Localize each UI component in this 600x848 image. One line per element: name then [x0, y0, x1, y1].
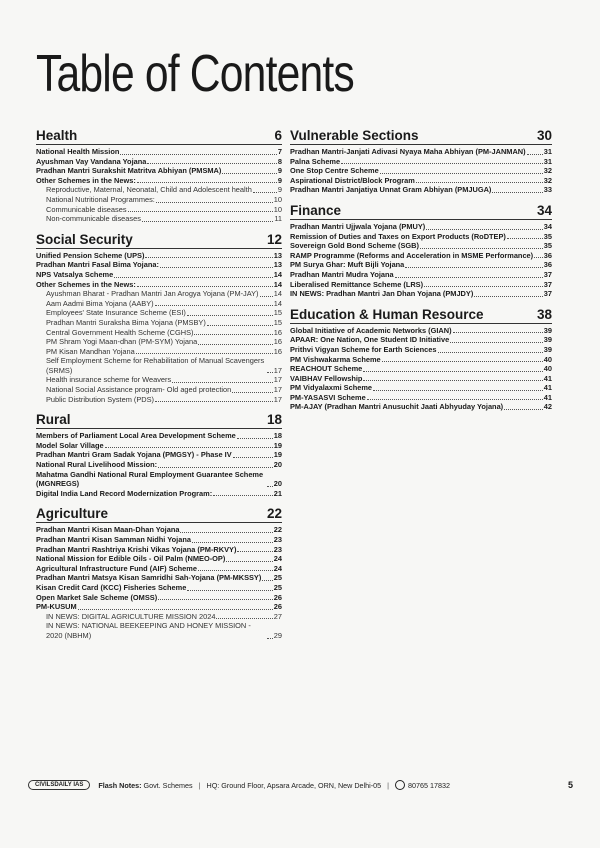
entry-page-number: 17	[273, 394, 282, 404]
entry-title: Unified Pension Scheme (UPS)	[36, 250, 145, 260]
entry-page-number: 36	[543, 260, 552, 270]
entry-page-number: 13	[273, 260, 282, 270]
entry-title: Public Distribution System (PDS)	[46, 394, 155, 404]
toc-entry[interactable]	[36, 337, 282, 347]
dot-leader	[78, 609, 273, 610]
entry-page-number: 17	[273, 375, 282, 385]
entry-page-number: 32	[543, 175, 552, 185]
dot-leader	[267, 638, 273, 639]
entry-page-number: 29	[273, 630, 282, 640]
entry-title: IN NEWS: DIGITAL AGRICULTURE MISSION 2024	[46, 611, 216, 621]
toc-entry[interactable]	[36, 573, 282, 583]
toc-right-column	[290, 128, 552, 420]
toc-entry[interactable]	[290, 364, 552, 374]
entry-page-number: 33	[543, 185, 552, 195]
entry-page-number: 41	[543, 373, 552, 383]
toc-entry[interactable]	[36, 157, 282, 167]
entry-title: Pradhan Mantri Suraksha Bima Yojana (PMSBY)	[46, 317, 206, 327]
toc-entry[interactable]	[36, 470, 282, 489]
entry-page-number: 19	[273, 450, 282, 460]
dot-leader	[114, 277, 273, 278]
entry-page-number: 42	[543, 402, 552, 412]
entry-title: Pradhan Mantri Mudra Yojana	[290, 269, 394, 279]
toc-entry[interactable]	[36, 545, 282, 555]
dot-leader	[198, 344, 273, 345]
toc-entry[interactable]	[36, 299, 282, 309]
entry-page-number: 35	[543, 231, 552, 241]
entry-page-number: 8	[277, 156, 282, 166]
entry-title: Pradhan Mantri Gram Sadak Yojana (PMGSY) - Phase IV	[36, 450, 232, 460]
entry-title: Pradhan Mantri Ujjwala Yojana (PMUY)	[290, 221, 426, 231]
toc-entry[interactable]	[290, 251, 552, 261]
entry-page-number: 15	[273, 317, 282, 327]
entry-page-number: 16	[273, 327, 282, 337]
page-footer	[28, 778, 552, 792]
dot-leader	[237, 438, 273, 439]
entry-page-number: 39	[543, 325, 552, 335]
footer-separator: |	[198, 780, 201, 790]
page-title: Table of Contents	[36, 45, 354, 103]
toc-entry[interactable]	[36, 535, 282, 545]
dot-leader	[232, 392, 272, 393]
entry-page-number: 26	[273, 602, 282, 612]
entry-title: IN NEWS: NATIONAL BEEKEEPING AND HONEY MISSION - 2020 (NBHM)	[46, 621, 251, 640]
toc-entry[interactable]	[36, 431, 282, 441]
entry-page-number: 31	[543, 156, 552, 166]
toc-entry[interactable]	[290, 157, 552, 167]
entry-title: Health insurance scheme for Weavers	[46, 375, 172, 385]
entry-title: Liberalised Remittance Scheme (LRS)	[290, 279, 424, 289]
entry-page-number: 41	[543, 383, 552, 393]
dot-leader	[453, 332, 543, 333]
entry-page-number: 20	[273, 479, 282, 489]
section-header[interactable]	[36, 232, 282, 249]
entry-page-number: 25	[273, 582, 282, 592]
toc-entry[interactable]	[36, 621, 282, 640]
section-title: Vulnerable Sections	[290, 128, 419, 143]
dot-leader	[534, 257, 543, 258]
dot-leader	[120, 154, 277, 155]
toc-entry[interactable]	[290, 383, 552, 393]
dot-leader	[367, 399, 543, 400]
entry-title: PM Shram Yogi Maan-dhan (PM-SYM) Yojana	[46, 337, 198, 347]
entry-title: Communicable diseases	[46, 204, 127, 214]
toc-section	[36, 128, 282, 224]
entry-title: Prithvi Vigyan Scheme for Earth Sciences	[290, 344, 437, 354]
dot-leader	[426, 229, 543, 230]
section-page-number: 12	[266, 231, 282, 247]
dot-leader	[137, 182, 277, 183]
toc-entry[interactable]	[36, 441, 282, 451]
entry-page-number: 22	[273, 525, 282, 535]
entry-page-number: 34	[543, 221, 552, 231]
entry-page-number: 16	[273, 346, 282, 356]
dot-leader	[395, 277, 543, 278]
entry-title: Model Solar Village	[36, 440, 104, 450]
dot-leader	[262, 580, 272, 581]
entry-page-number: 36	[543, 250, 552, 260]
toc-entry[interactable]	[36, 214, 282, 224]
entry-page-number: 37	[543, 289, 552, 299]
dot-leader	[405, 267, 542, 268]
entry-page-number: 23	[273, 535, 282, 544]
entry-title: NPS Vatsalya Scheme	[36, 269, 114, 279]
toc-entry[interactable]	[36, 185, 282, 195]
toc-entry[interactable]	[290, 147, 552, 157]
dot-leader	[474, 296, 542, 297]
entry-page-number: 25	[273, 573, 282, 583]
entry-title: PM-KUSUM	[36, 602, 77, 612]
entry-title: PM-AJAY (Pradhan Mantri Anusuchit Jaati Abhyuday Yojana)	[290, 402, 504, 412]
entry-title: PM Vishwakarma Scheme	[290, 354, 381, 364]
entry-title: Pradhan Mantri Matsya Kisan Samridhi Sah-Yojana (PM-MKSSY)	[36, 573, 262, 583]
section-page-number: 38	[536, 306, 552, 322]
entry-title: Reproductive, Maternal, Neonatal, Child and Adolescent health	[46, 185, 252, 195]
toc-entry[interactable]	[290, 335, 552, 345]
section-page-number: 6	[274, 128, 282, 143]
entry-title: RAMP Programme (Reforms and Acceleration in MSME Performance)	[290, 250, 534, 260]
toc-entry[interactable]	[36, 489, 282, 499]
dot-leader	[155, 401, 273, 402]
footer-separator: |	[387, 780, 389, 790]
toc-entry[interactable]	[290, 280, 552, 290]
entry-title: Ayushman Bharat - Pradhan Mantri Jan Arogya Yojana (PM-JAY)	[46, 289, 259, 299]
dot-leader	[507, 238, 543, 239]
dot-leader	[145, 257, 272, 258]
section-title: Rural	[36, 412, 71, 428]
footer-label: Flash Notes:	[98, 780, 142, 790]
entry-page-number: 21	[273, 488, 282, 498]
dot-leader	[136, 353, 273, 354]
entry-page-number: 9	[277, 185, 282, 195]
entry-title: IN NEWS: Pradhan Mantri Jan Dhan Yojana (PMJDY)	[290, 289, 474, 299]
dot-leader	[267, 486, 273, 487]
toc-entry[interactable]	[290, 232, 552, 242]
toc-entry[interactable]	[36, 593, 282, 603]
dot-leader	[194, 334, 272, 335]
entry-title: PM Kisan Mandhan Yojana	[46, 346, 135, 356]
entry-title: Pradhan Mantri Fasal Bima Yojana:	[36, 260, 159, 270]
toc-entry[interactable]	[36, 260, 282, 270]
dot-leader	[416, 182, 543, 183]
dot-leader	[267, 372, 273, 373]
dot-leader	[341, 163, 543, 164]
dot-leader	[222, 173, 277, 174]
toc-entry[interactable]	[36, 450, 282, 460]
toc-left-column	[36, 128, 282, 649]
entry-title: Open Market Sale Scheme (OMSS)	[36, 592, 158, 602]
dot-leader	[207, 325, 273, 326]
entry-title: Ayushman Vay Vandana Yojana	[36, 156, 147, 166]
dot-leader	[233, 457, 273, 458]
section-page-number: 30	[536, 128, 552, 143]
entry-page-number: 10	[273, 204, 282, 214]
dot-leader	[158, 599, 273, 600]
toc-entry[interactable]	[290, 345, 552, 355]
entry-title: PM Surya Ghar: Muft Bijli Yojana	[290, 260, 405, 270]
dot-leader	[226, 561, 272, 562]
dot-leader	[363, 371, 542, 372]
toc-entry[interactable]	[290, 241, 552, 251]
entry-title: Mahatma Gandhi National Rural Employment Guarantee Scheme (MGNREGS)	[36, 469, 264, 489]
section-title: Health	[36, 128, 78, 143]
section-page-number: 18	[266, 412, 282, 428]
entry-page-number: 24	[273, 554, 282, 564]
dot-leader	[363, 380, 542, 381]
dot-leader	[198, 570, 273, 571]
entry-title: Digital India Land Record Modernization Program:	[36, 488, 213, 498]
entry-page-number: 40	[543, 354, 552, 364]
dot-leader	[380, 173, 543, 174]
section-title: Education & Human Resource	[290, 306, 484, 322]
dot-leader	[128, 211, 273, 212]
entry-page-number: 24	[273, 563, 282, 573]
dot-leader	[527, 154, 543, 155]
entry-page-number: 39	[543, 344, 552, 354]
dot-leader	[253, 192, 277, 193]
entry-page-number: 27	[273, 611, 282, 621]
entry-page-number: 14	[273, 289, 282, 299]
entry-page-number: 10	[273, 194, 282, 204]
dot-leader	[504, 409, 543, 410]
toc-entry[interactable]	[36, 460, 282, 470]
toc-entry[interactable]	[36, 602, 282, 612]
toc-entry[interactable]	[290, 289, 552, 299]
entry-page-number: 7	[277, 147, 282, 156]
footer-address: HQ: Ground Floor, Apsara Arcade, ORN, New Delhi-05	[206, 780, 382, 790]
entry-page-number: 31	[543, 147, 552, 156]
page-number: 5	[568, 780, 574, 790]
toc-entry[interactable]	[290, 402, 552, 412]
entry-title: Global Initiative of Academic Networks (GIAN)	[290, 325, 452, 335]
toc-entry[interactable]	[290, 176, 552, 186]
section-header[interactable]	[290, 203, 552, 220]
entry-page-number: 14	[273, 269, 282, 279]
entry-title: VAIBHAV Fellowship	[290, 373, 363, 383]
toc-entry[interactable]	[290, 185, 552, 195]
toc-entry[interactable]	[290, 355, 552, 365]
entry-page-number: 18	[273, 431, 282, 441]
section-header[interactable]	[36, 128, 282, 145]
entry-title: Central Government Health Scheme (CGHS)	[46, 327, 194, 337]
dot-leader	[156, 202, 273, 203]
entry-page-number: 23	[273, 544, 282, 554]
entry-title: Pradhan Mantri-Janjati Adivasi Nyaya Maha Abhiyan (PM-JANMAN)	[290, 147, 526, 156]
toc-entry[interactable]	[36, 385, 282, 395]
toc-entry[interactable]	[290, 270, 552, 280]
toc-entry[interactable]	[36, 166, 282, 176]
toc-entry[interactable]	[36, 395, 282, 405]
toc-entry[interactable]	[36, 347, 282, 357]
toc-entry[interactable]	[290, 326, 552, 336]
dot-leader	[187, 315, 273, 316]
entry-title: APAAR: One Nation, One Student ID Initiative	[290, 335, 450, 345]
toc-section	[36, 232, 282, 405]
entry-title: Other Schemes in the News:	[36, 175, 136, 185]
entry-title: Aam Aadmi Bima Yojana (AABY)	[46, 298, 154, 308]
dot-leader	[192, 542, 273, 543]
entry-page-number: 11	[274, 214, 282, 224]
dot-leader	[420, 248, 543, 249]
entry-title: Members of Parliament Local Area Development Scheme	[36, 431, 236, 441]
entry-page-number: 15	[273, 308, 282, 318]
dot-leader	[160, 267, 273, 268]
entry-page-number: 37	[543, 279, 552, 289]
toc-entry[interactable]	[290, 393, 552, 403]
entry-page-number: 40	[543, 364, 552, 374]
toc-entry[interactable]	[36, 195, 282, 205]
toc-entry[interactable]	[36, 308, 282, 318]
entry-page-number: 19	[273, 440, 282, 450]
entry-title: National Rural Livelihood Mission:	[36, 460, 158, 470]
footer-topic: Govt. Schemes	[143, 780, 193, 790]
dot-leader	[373, 390, 543, 391]
section-title: Finance	[290, 202, 342, 218]
dot-leader	[180, 532, 272, 533]
entry-page-number: 17	[273, 385, 282, 395]
entry-title: Agricultural Infrastructure Fund (AIF) Scheme	[36, 563, 197, 573]
entry-title: Pradhan Mantri Rashtriya Krishi Vikas Yojana (PM-RKVY)	[36, 544, 237, 554]
entry-title: PM Vidyalaxmi Scheme	[290, 383, 373, 393]
dot-leader	[438, 352, 543, 353]
toc-entry[interactable]	[36, 280, 282, 290]
toc-entry[interactable]	[36, 612, 282, 622]
dot-leader	[142, 221, 273, 222]
dot-leader	[213, 495, 273, 496]
entry-title: Kisan Credit Card (KCC) Fisheries Scheme	[36, 582, 187, 592]
toc-entry[interactable]	[36, 356, 282, 375]
entry-page-number: 39	[543, 335, 552, 345]
dot-leader	[216, 618, 272, 619]
toc-section	[36, 506, 282, 640]
entry-page-number: 26	[273, 592, 282, 602]
toc-entry[interactable]	[290, 260, 552, 270]
dot-leader	[172, 382, 273, 383]
entry-title: Self Employment Scheme for Rehabilitation of Manual Scavengers (SRMS)	[46, 356, 265, 375]
dot-leader	[382, 361, 543, 362]
entry-title: National Nutritional Programmes:	[46, 194, 155, 204]
entry-page-number: 16	[273, 337, 282, 347]
entry-title: Employees' State Insurance Scheme (ESI)	[46, 308, 186, 318]
dot-leader	[237, 551, 272, 552]
toc-entry[interactable]	[36, 205, 282, 215]
section-header[interactable]	[36, 412, 282, 429]
entry-page-number: 41	[543, 392, 552, 402]
brand-logo: CIVILSDAILY IAS	[28, 780, 90, 790]
toc-section	[290, 203, 552, 299]
entry-title: Pradhan Mantri Kisan Maan-Dhan Yojana	[36, 525, 180, 535]
toc-entry[interactable]	[290, 222, 552, 232]
entry-title: Pradhan Mantri Kisan Samman Nidhi Yojana	[36, 535, 191, 544]
entry-page-number: 14	[273, 298, 282, 308]
entry-page-number: 13	[273, 250, 282, 260]
entry-title: Aspirational District/Block Program	[290, 175, 415, 185]
dot-leader	[260, 296, 273, 297]
footer-phone: 80765 17832	[407, 780, 450, 790]
entry-page-number: 9	[277, 166, 282, 176]
dot-leader	[137, 286, 273, 287]
entry-title: Remission of Duties and Taxes on Export Products (RoDTEP)	[290, 231, 506, 241]
entry-page-number: 14	[273, 279, 282, 289]
toc-entry[interactable]	[36, 318, 282, 328]
dot-leader	[450, 342, 543, 343]
toc-entry[interactable]	[290, 374, 552, 384]
toc-entry[interactable]	[36, 583, 282, 593]
toc-entry[interactable]	[290, 166, 552, 176]
toc-entry[interactable]	[36, 270, 282, 280]
toc-section	[36, 412, 282, 498]
entry-page-number: 37	[543, 269, 552, 279]
entry-title: Pradhan Mantri Surakshit Matritva Abhiyan (PMSMA)	[36, 166, 222, 176]
toc-entry[interactable]	[36, 289, 282, 299]
dot-leader	[155, 305, 273, 306]
entry-title: One Stop Centre Scheme	[290, 166, 379, 176]
toc-entry[interactable]	[36, 328, 282, 338]
entry-page-number: 32	[543, 166, 552, 176]
toc-entry[interactable]	[36, 564, 282, 574]
dot-leader	[158, 467, 273, 468]
entry-title: Other Schemes in the News:	[36, 279, 136, 289]
dot-leader	[492, 192, 542, 193]
dot-leader	[147, 163, 277, 164]
toc-entry[interactable]	[36, 554, 282, 564]
toc-entry[interactable]	[36, 525, 282, 535]
section-title: Social Security	[36, 231, 133, 247]
dot-leader	[187, 590, 272, 591]
entry-title: Pradhan Mantri Janjatiya Unnat Gram Abhiyan (PMJUGA)	[290, 185, 492, 195]
entry-title: Non-communicable diseases	[46, 214, 141, 224]
entry-title: National Social Assistance program- Old aged protection	[46, 385, 232, 395]
section-header[interactable]	[36, 506, 282, 523]
entry-page-number: 17	[273, 365, 282, 375]
dot-leader	[424, 286, 543, 287]
section-header[interactable]	[290, 128, 552, 145]
toc-entry[interactable]	[36, 251, 282, 261]
section-page-number: 22	[266, 506, 282, 522]
entry-title: PM-YASASVI Scheme	[290, 392, 366, 402]
toc-entry[interactable]	[36, 147, 282, 157]
section-title: Agriculture	[36, 506, 109, 522]
entry-title: National Mission for Edible Oils - Oil Palm (NMEO-OP)	[36, 554, 226, 564]
whatsapp-icon	[395, 780, 405, 790]
dot-leader	[105, 447, 273, 448]
entry-title: Palna Scheme	[290, 156, 341, 166]
entry-page-number: 9	[277, 175, 282, 185]
entry-title: National Health Mission	[36, 147, 120, 156]
section-header[interactable]	[290, 307, 552, 324]
entry-title: Sovereign Gold Bond Scheme (SGB)	[290, 241, 419, 251]
toc-section	[290, 128, 552, 195]
toc-entry[interactable]	[36, 176, 282, 186]
entry-page-number: 35	[543, 241, 552, 251]
toc-section	[290, 307, 552, 412]
entry-page-number: 20	[273, 460, 282, 470]
section-page-number: 34	[536, 202, 552, 218]
entry-title: REACHOUT Scheme	[290, 364, 363, 374]
toc-entry[interactable]	[36, 375, 282, 385]
